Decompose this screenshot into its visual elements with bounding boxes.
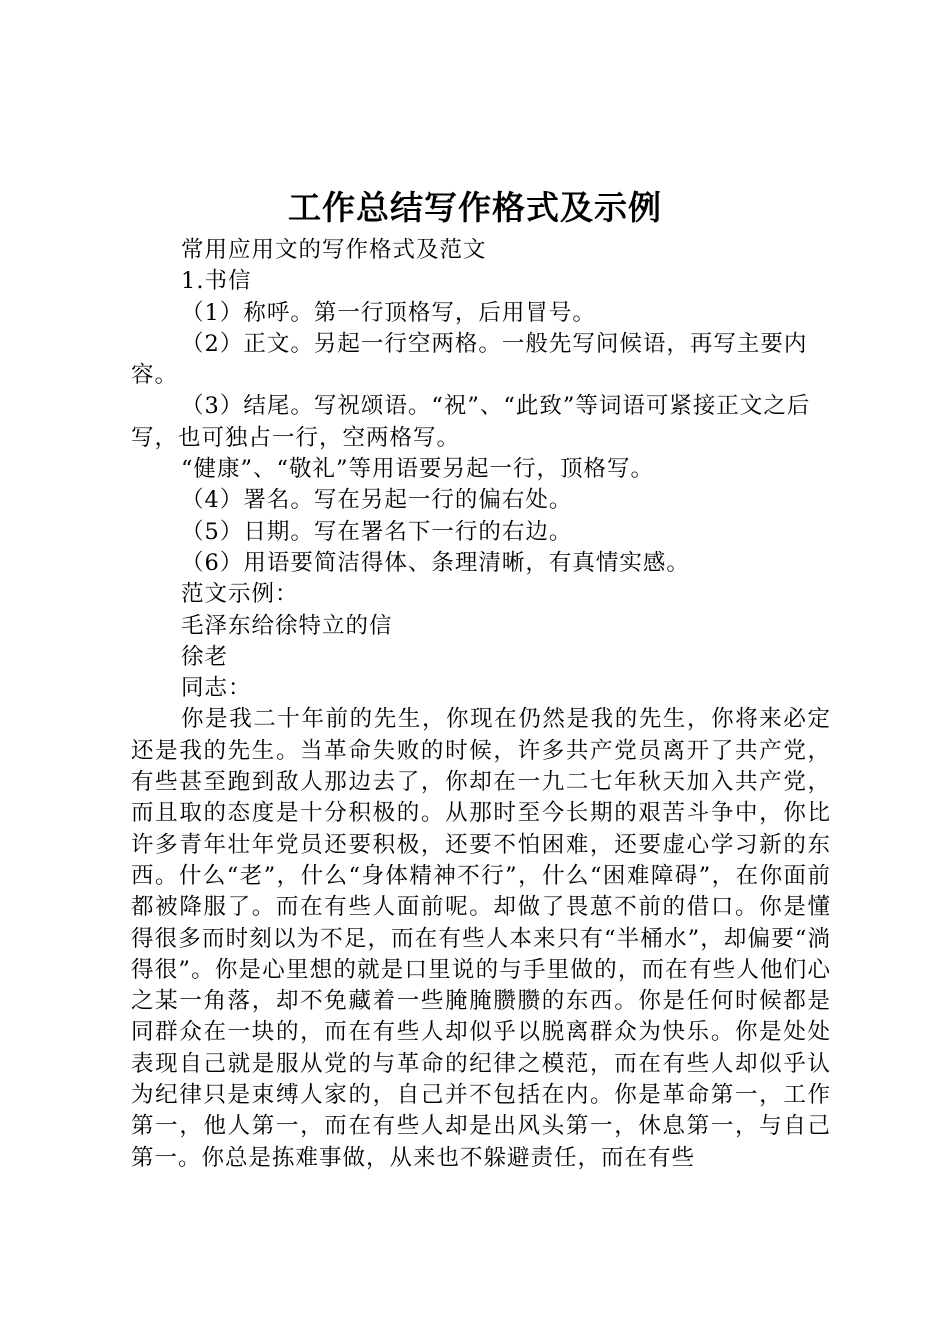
document-body — [131, 235, 831, 1174]
rule-signature: （4）署名。写在另起一行的偏右处。 — [181, 487, 573, 514]
document-title: 工作总结写作格式及示例 — [288, 188, 662, 227]
example-salutation: 同志： — [181, 675, 252, 702]
example-letter-body: 你是我二十年前的先生，你现在仍然是我的先生，你将来必定还是我的先生。当革命失败的时候，许多共产党员离开了共产党，有些甚至跑到敌人那边去了，你却在一九二七年秋天加入共产党，而且取的态度是十分积极的。从那时至今长期的艰苦斗争中，你比许多青年壮年党员还要积极，还要不怕困难，还要虚心学习新的东西。什么“老”，什么“身体精神不行”，什么“困难障碍”，在你面前都被降服了。而在有些人面前呢。却做了畏葸不前的借口。你是懂得很多而时刻以为不足，而在有些人本来只有“半桶水”，却偏要“淌得很”。你是心里想的就是口里说的与手里做的，而在有些人他们心之某一角落，却不免藏着一些腌腌臜臜的东西。你是任何时候都是同群众在一块的，而在有些人却似乎以脱离群众为快乐。你是处处表现自己就是服从党的与革命的纪律之模范，而在有些人却似乎认为纪律只是束缚人家的，自己并不包括在内。你是革命第一，工作第一，他人第一，而在有些人却是出风头第一，休息第一，与自己第一。你总是拣难事做，从来也不躲避责任，而在有些 — [131, 706, 831, 1171]
rule-salutation: （1）称呼。第一行顶格写，后用冒号。 — [181, 299, 596, 326]
rule-closing-note: “健康”、“敬礼”等用语要另起一行，顶格写。 — [181, 456, 655, 483]
paragraph-intro: 常用应用文的写作格式及范文 — [181, 237, 487, 263]
rule-body: （2）正文。另起一行空两格。一般先写问候语，再写主要内容。 — [131, 330, 808, 389]
rule-closing: （3）结尾。写祝颂语。“祝”、“此致”等词语可紧接正文之后写，也可独占一行，空两格写。 — [131, 393, 811, 451]
rule-date: （5）日期。写在署名下一行的右边。 — [181, 518, 573, 545]
example-heading: 范文示例： — [181, 581, 299, 608]
section-heading-letter: 1.书信 — [181, 268, 252, 295]
example-letter-title: 毛泽东给徐特立的信 — [181, 612, 393, 639]
rule-language: （6）用语要简洁得体、条理清晰，有真情实感。 — [181, 549, 690, 576]
example-recipient: 徐老 — [181, 643, 229, 670]
